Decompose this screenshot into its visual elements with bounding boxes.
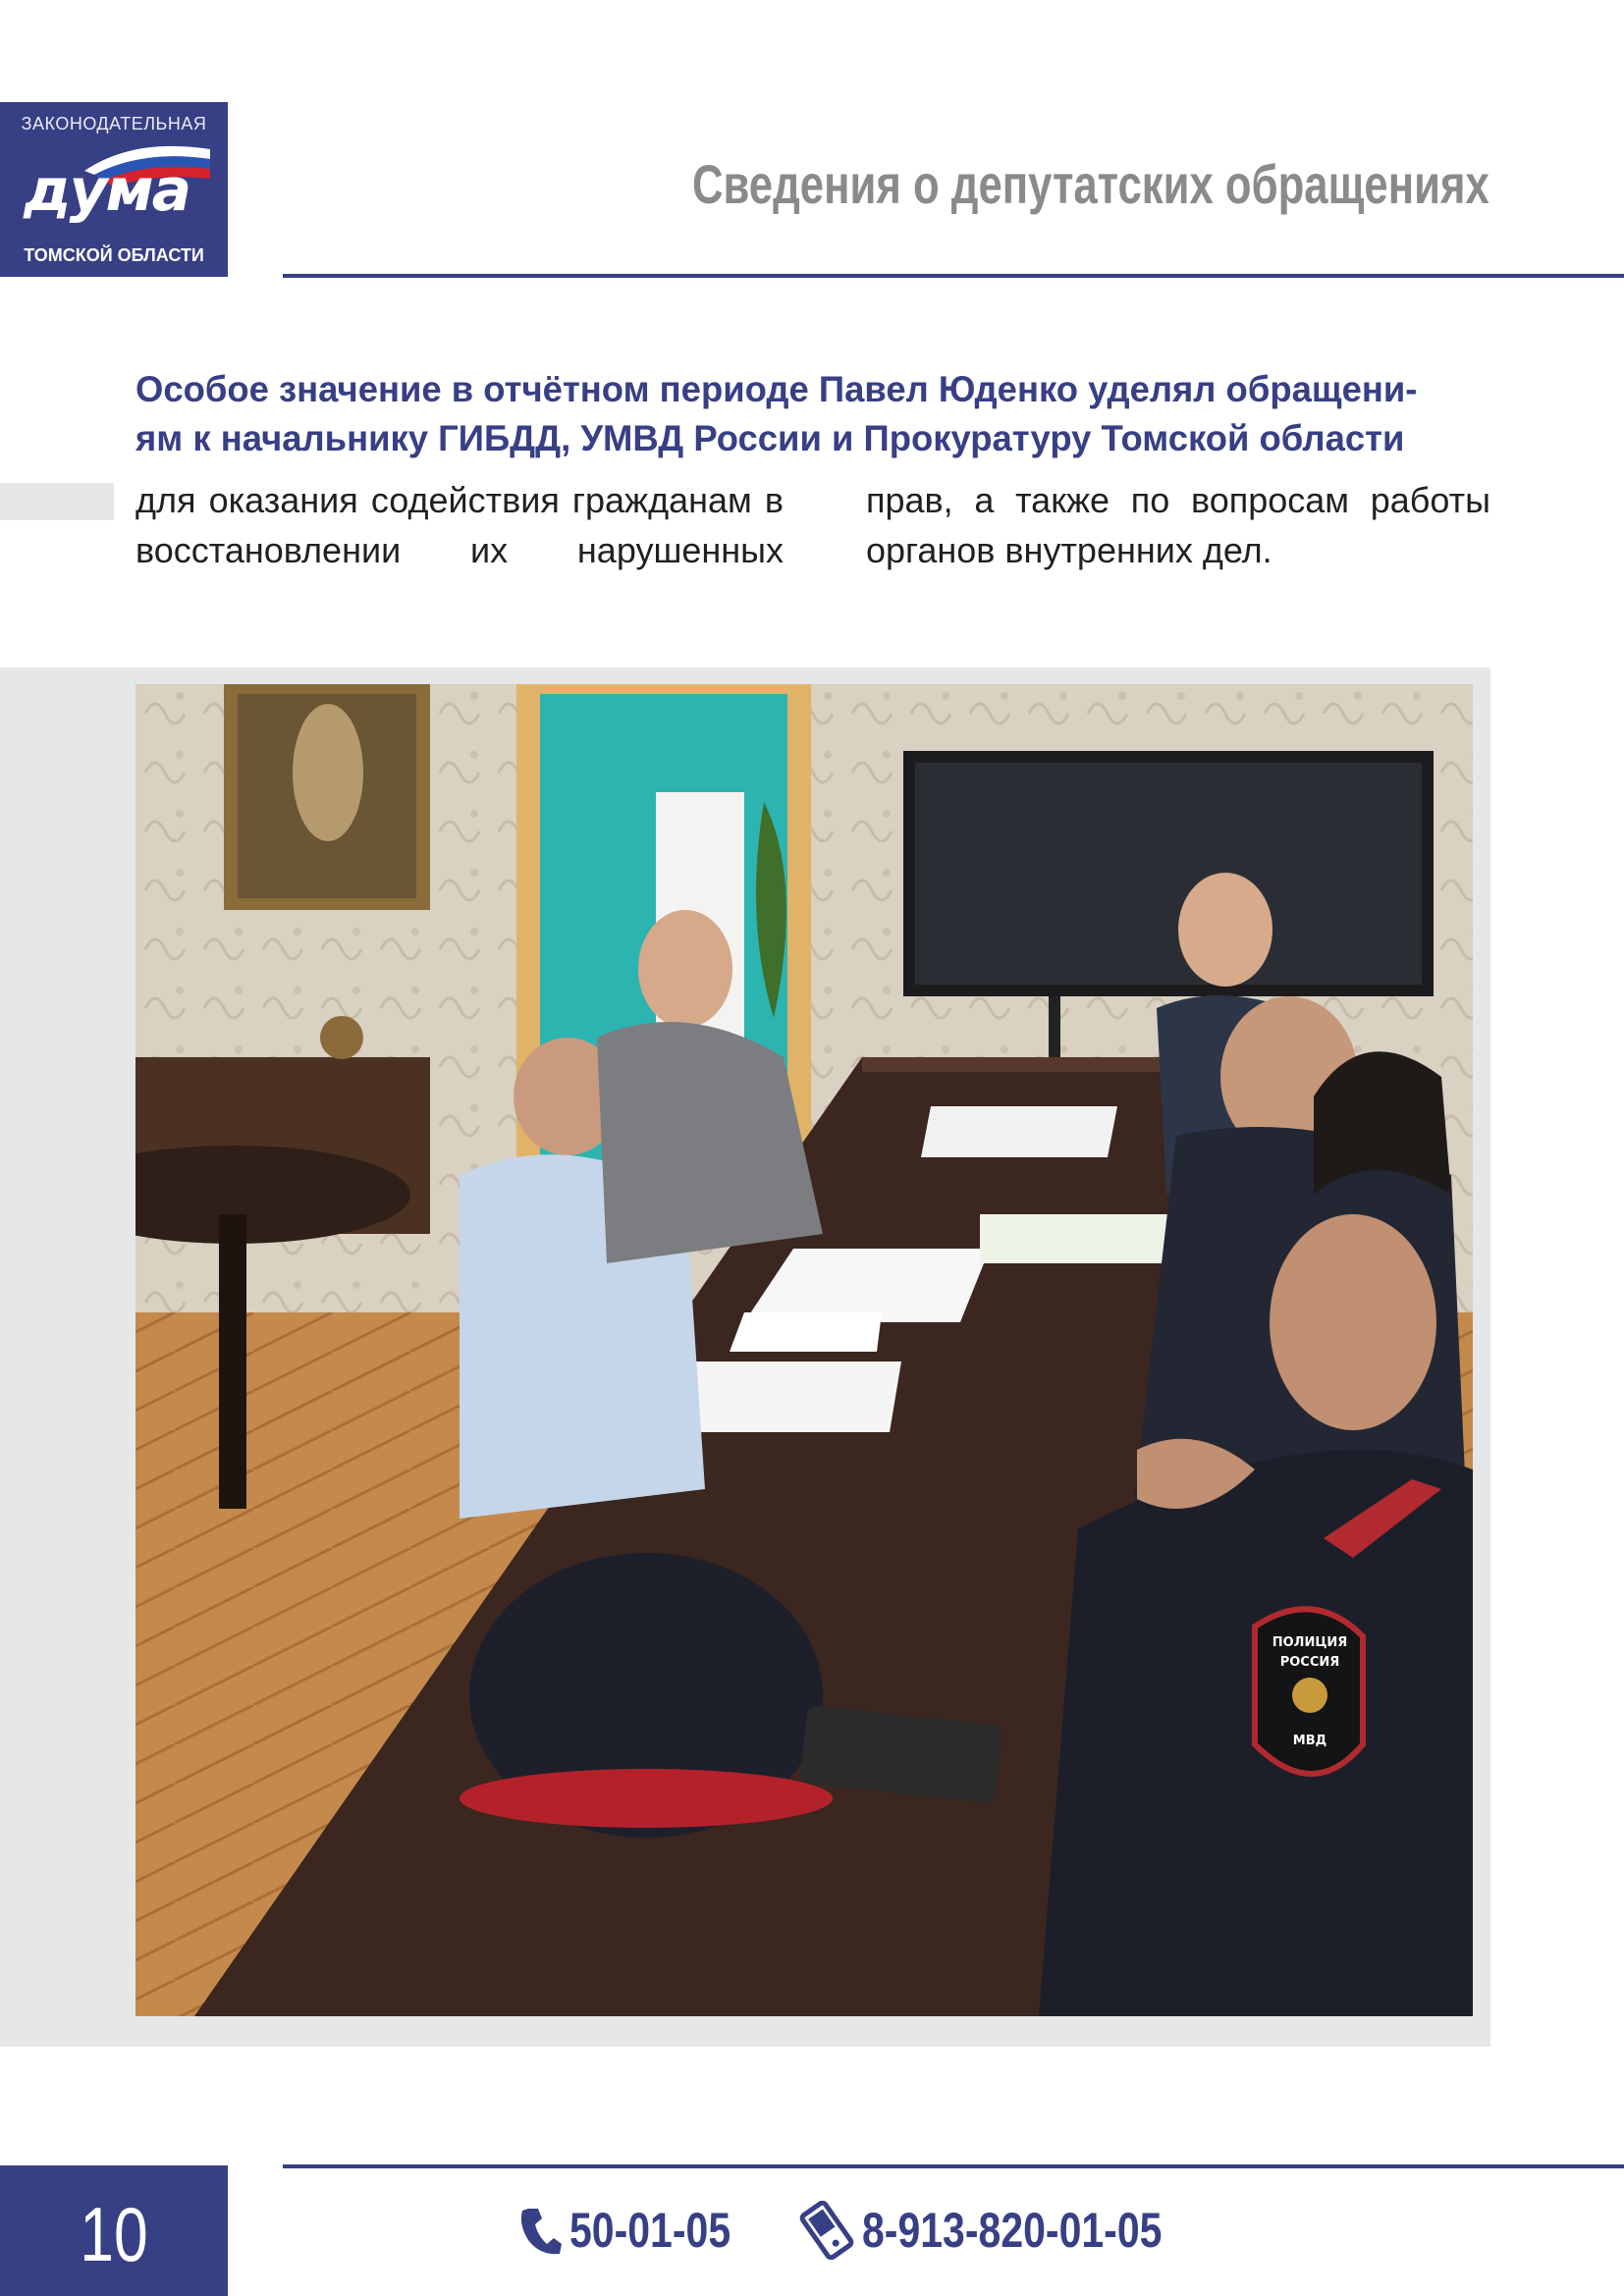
text-column-1: для оказания содействия гражданам в восстановлении их нарушенных	[135, 480, 784, 570]
duma-logo	[0, 102, 228, 277]
page-number: 10	[80, 2191, 148, 2277]
footer-divider	[283, 2164, 1624, 2168]
lead-line-2: ям к начальнику ГИБДД, УМВД России и Прокуратуру Томской области	[135, 418, 1405, 458]
phone-number-short: 50-01-05	[569, 2203, 731, 2258]
patch-text-russia: РОССИЯ	[1279, 1655, 1340, 1670]
gray-accent-bar	[0, 483, 114, 520]
logo-word: дума	[24, 156, 190, 225]
lead-paragraph	[135, 365, 1470, 463]
page-number-box	[0, 2165, 228, 2296]
page-title: Сведения о депутатских обращениях	[692, 153, 1489, 215]
meeting-photo	[135, 684, 1473, 2016]
patch-text-mvd: МВД	[1292, 1734, 1327, 1748]
text-column-2: прав, а также по вопросам работы органов внутренних дел.	[866, 480, 1490, 570]
logo-top-text: ЗАКОНОДАТЕЛЬНАЯ	[21, 114, 207, 133]
contact-phone	[518, 2201, 766, 2260]
logo-bottom-text: ТОМСКОЙ ОБЛАСТИ	[24, 245, 204, 265]
phone-number-mobile: 8-913-820-01-05	[862, 2203, 1163, 2258]
meeting-photo-illustration	[135, 684, 1473, 2016]
mobile-phone-icon	[799, 2201, 854, 2260]
lead-line-1: Особое значение в отчётном периоде Павел Юденко уделял обращени-	[135, 369, 1418, 409]
phone-handset-icon	[518, 2205, 562, 2256]
patch-text-police: ПОЛИЦИЯ	[1272, 1635, 1348, 1650]
contact-mobile	[799, 2201, 1228, 2260]
header-divider	[283, 274, 1624, 278]
